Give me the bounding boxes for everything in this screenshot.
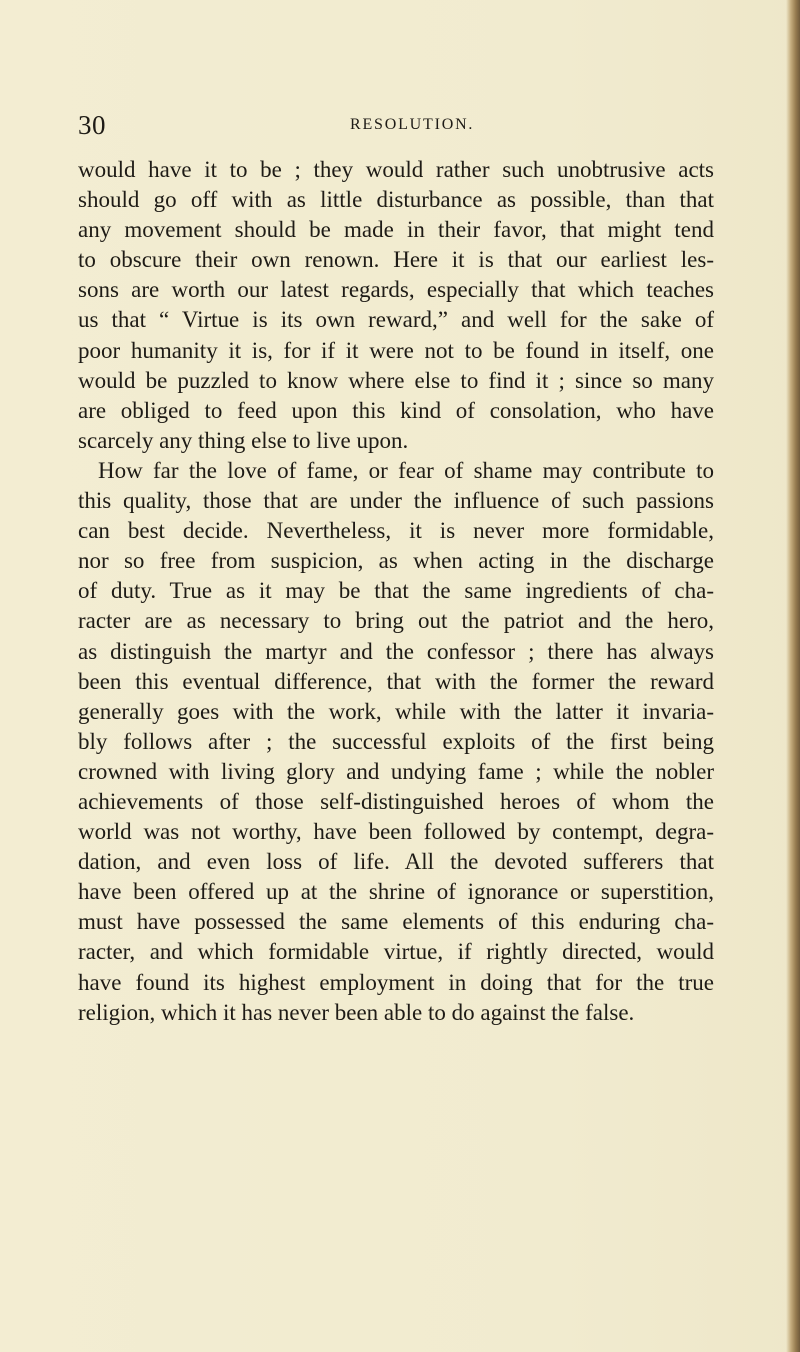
text-line: must have possessed the same elements of this enduring cha- <box>78 909 714 935</box>
text-line: scarcely any thing else to live upon. <box>78 427 409 453</box>
text-line: would be puzzled to know where else to find it ; since so many <box>78 367 714 393</box>
text-line: have been offered up at the shrine of ignorance or superstition, <box>78 879 714 905</box>
text-line: generally goes with the work, while with the latter it invaria- <box>78 698 714 724</box>
text-line: would have it to be ; they would rather such unobtrusive acts <box>78 157 714 182</box>
text-line: nor so free from suspicion, as when acting in the discharge <box>78 548 714 574</box>
body-text <box>78 155 714 1028</box>
text-line: religion, which it has never been able to do against the false. <box>78 999 635 1025</box>
page-edge-shadow <box>786 0 800 1352</box>
page-header <box>78 110 718 148</box>
text-line: us that “ Virtue is its own reward,” and well for the sake of <box>78 307 714 333</box>
text-line: are obliged to feed upon this kind of consolation, who have <box>78 397 714 423</box>
text-line: this quality, those that are under the influence of such passions <box>78 488 714 514</box>
text-line: any movement should be made in their favor, that might tend <box>78 217 714 243</box>
text-line: racter, and which formidable virtue, if rightly directed, would <box>78 939 714 965</box>
text-line: as distinguish the martyr and the confessor ; there has always <box>78 638 714 664</box>
paragraph <box>78 155 714 456</box>
text-line: racter are as necessary to bring out the patriot and the hero, <box>78 608 714 634</box>
running-head: RESOLUTION. <box>350 116 475 133</box>
paragraph <box>78 456 714 1028</box>
text-line: world was not worthy, have been followed by contempt, degra- <box>78 819 714 845</box>
text-line: How far the love of fame, or fear of shame may contribute to <box>98 457 714 483</box>
text-line: should go off with as little disturbance as possible, than that <box>78 187 714 213</box>
text-line: crowned with living glory and undying fame ; while the nobler <box>78 758 714 784</box>
text-line: bly follows after ; the successful exploits of the first being <box>78 728 714 754</box>
text-line: sons are worth our latest regards, especially that which teaches <box>78 277 714 303</box>
text-line: poor humanity it is, for if it were not to be found in itself, one <box>78 337 714 363</box>
text-line: to obscure their own renown. Here it is that our earliest les- <box>78 247 714 273</box>
text-line: dation, and even loss of life. All the devoted sufferers that <box>78 849 714 875</box>
text-line: have found its highest employment in doing that for the true <box>78 969 714 995</box>
text-line: achievements of those self-distinguished heroes of whom the <box>78 788 714 814</box>
text-line: been this eventual difference, that with the former the reward <box>78 668 714 694</box>
text-line: can best decide. Nevertheless, it is never more formidable, <box>78 518 714 544</box>
page-number: 30 <box>78 110 106 140</box>
text-line: of duty. True as it may be that the same ingredients of cha- <box>78 578 714 604</box>
